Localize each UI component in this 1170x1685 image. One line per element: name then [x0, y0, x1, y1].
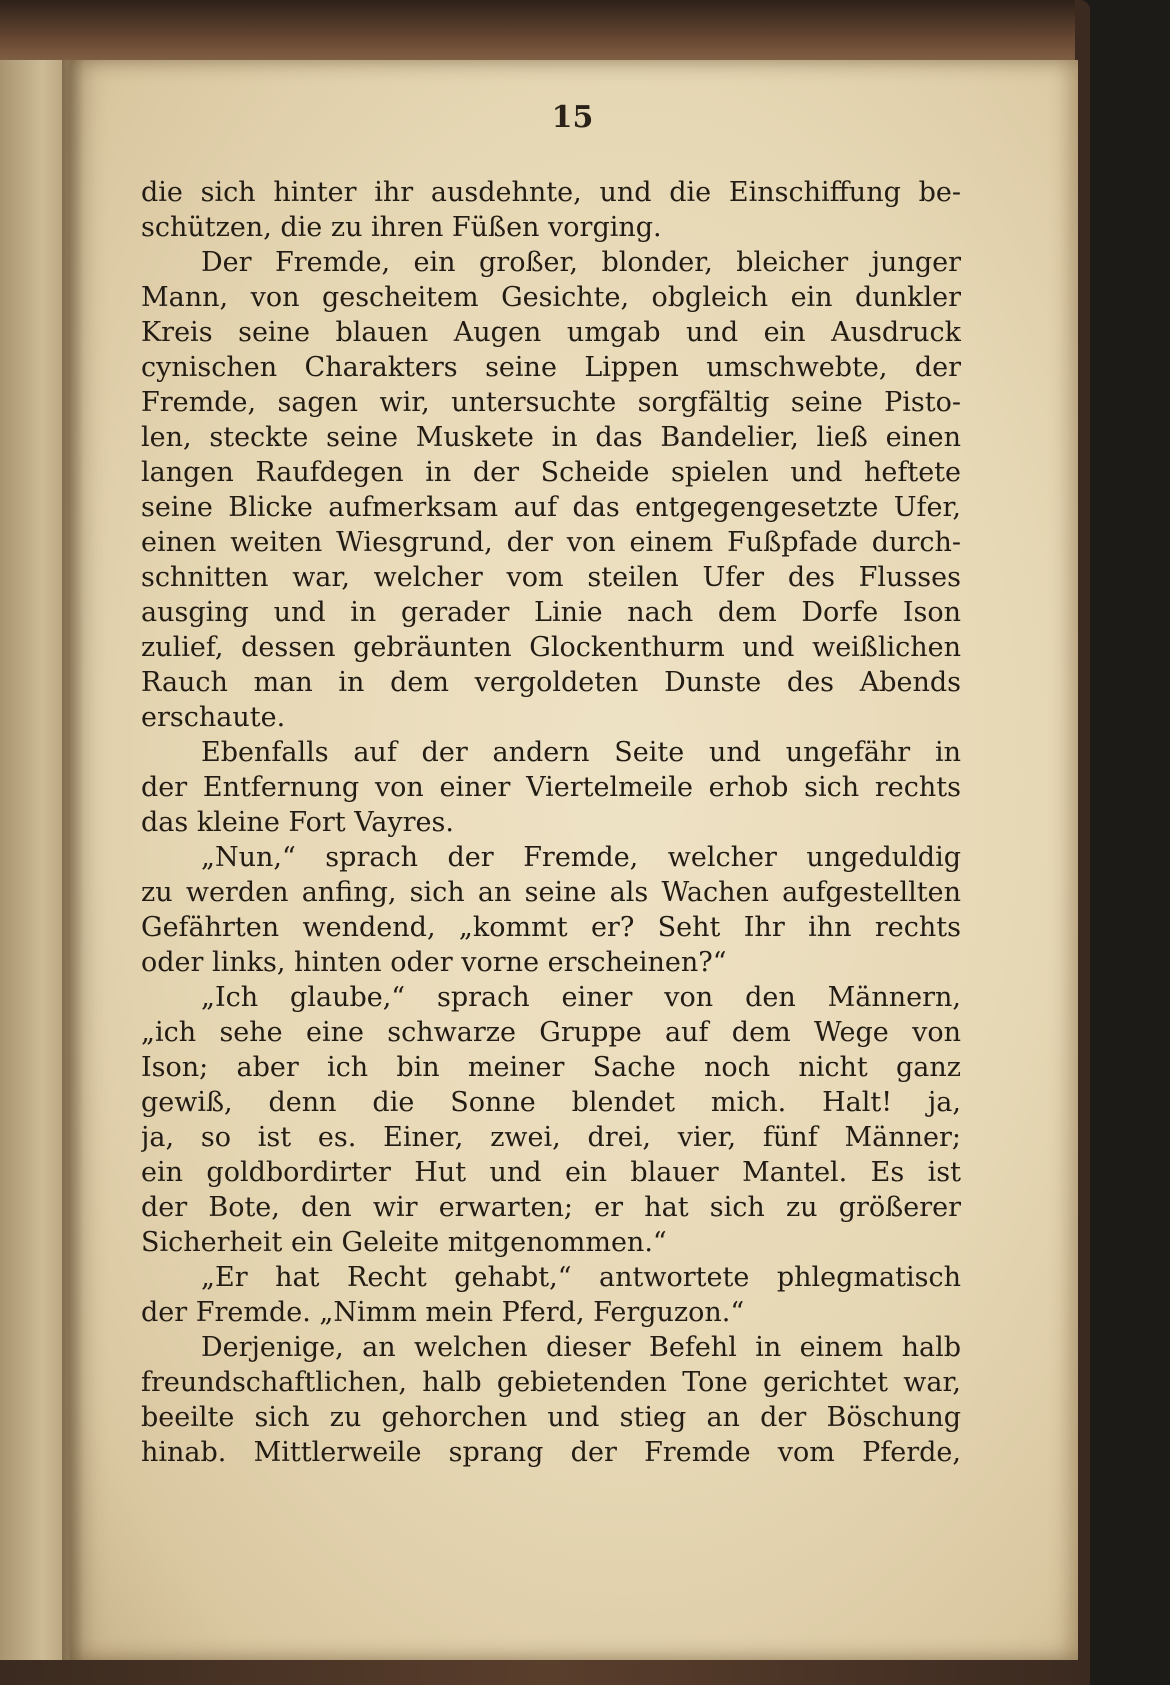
text-line: die sich hinter ihr ausdehnte, und die Einschiffung be- [141, 177, 961, 208]
page-gutter-shadow [62, 60, 84, 1660]
text-line: len, steckte seine Muskete in das Bandelier, ließ einen [141, 422, 961, 453]
text-line: langen Raufdegen in der Scheide spielen und heftete [141, 457, 961, 488]
text-line: der Entfernung von einer Viertelmeile erhob sich rechts [141, 772, 961, 803]
text-line: „Er hat Recht gehabt,“ antwortete phlegmatisch [201, 1262, 961, 1293]
text-line: Ebenfalls auf der andern Seite und ungefähr in [201, 737, 961, 768]
text-line: der Fremde. „Nimm mein Pferd, Ferguzon.“ [141, 1297, 745, 1328]
text-line: Kreis seine blauen Augen umgab und ein Ausdruck [141, 317, 961, 348]
text-line: schützen, die zu ihren Füßen vorging. [141, 212, 662, 243]
text-line: Der Fremde, ein großer, blonder, bleicher junger [201, 247, 961, 278]
text-line: ausging und in gerader Linie nach dem Dorfe Ison [141, 597, 961, 628]
text-line: „Nun,“ sprach der Fremde, welcher ungeduldig [201, 842, 961, 873]
text-line: zu werden anfing, sich an seine als Wachen aufgestellten [141, 877, 961, 908]
text-line: „ich sehe eine schwarze Gruppe auf dem Wege von [141, 1017, 961, 1048]
text-line: einen weiten Wiesgrund, der von einem Fußpfade durch- [141, 527, 961, 558]
text-line: Ison; aber ich bin meiner Sache noch nicht ganz [141, 1052, 961, 1083]
text-line: Sicherheit ein Geleite mitgenommen.“ [141, 1227, 667, 1258]
text-line: freundschaftlichen, halb gebietenden Tone gerichtet war, [141, 1367, 961, 1398]
text-line: Rauch man in dem vergoldeten Dunste des Abends [141, 667, 961, 698]
text-line: Gefährten wendend, „kommt er? Seht Ihr ihn rechts [141, 912, 961, 943]
text-line: gewiß, denn die Sonne blendet mich. Halt! ja, [141, 1087, 961, 1118]
text-line: „Ich glaube,“ sprach einer von den Männern, [201, 982, 961, 1013]
text-line: cynischen Charakters seine Lippen umschwebte, der [141, 352, 961, 383]
text-line: schnitten war, welcher vom steilen Ufer des Flusses [141, 562, 961, 593]
text-line: oder links, hinten oder vorne erscheinen?“ [141, 947, 727, 978]
text-line: Derjenige, an welchen dieser Befehl in einem halb [201, 1332, 961, 1363]
text-line: der Bote, den wir erwarten; er hat sich zu größerer [141, 1192, 961, 1223]
text-line: zulief, dessen gebräunten Glockenthurm und weißlichen [141, 632, 961, 663]
text-line: beeilte sich zu gehorchen und stieg an der Böschung [141, 1402, 961, 1433]
text-line: seine Blicke aufmerksam auf das entgegengesetzte Ufer, [141, 492, 961, 523]
text-line: hinab. Mittlerweile sprang der Fremde vom Pferde, [141, 1437, 961, 1468]
page-text [141, 175, 961, 1470]
text-line: das kleine Fort Vayres. [141, 807, 454, 838]
page-number: 15 [551, 100, 594, 135]
text-line: ein goldbordirter Hut und ein blauer Mantel. Es ist [141, 1157, 961, 1188]
text-line: ja, so ist es. Einer, zwei, drei, vier, fünf Männer; [141, 1122, 961, 1153]
text-line: erschaute. [141, 702, 286, 733]
text-line: Fremde, sagen wir, untersuchte sorgfältig seine Pisto- [141, 387, 961, 418]
text-line: Mann, von gescheitem Gesichte, obgleich ein dunkler [141, 282, 961, 313]
